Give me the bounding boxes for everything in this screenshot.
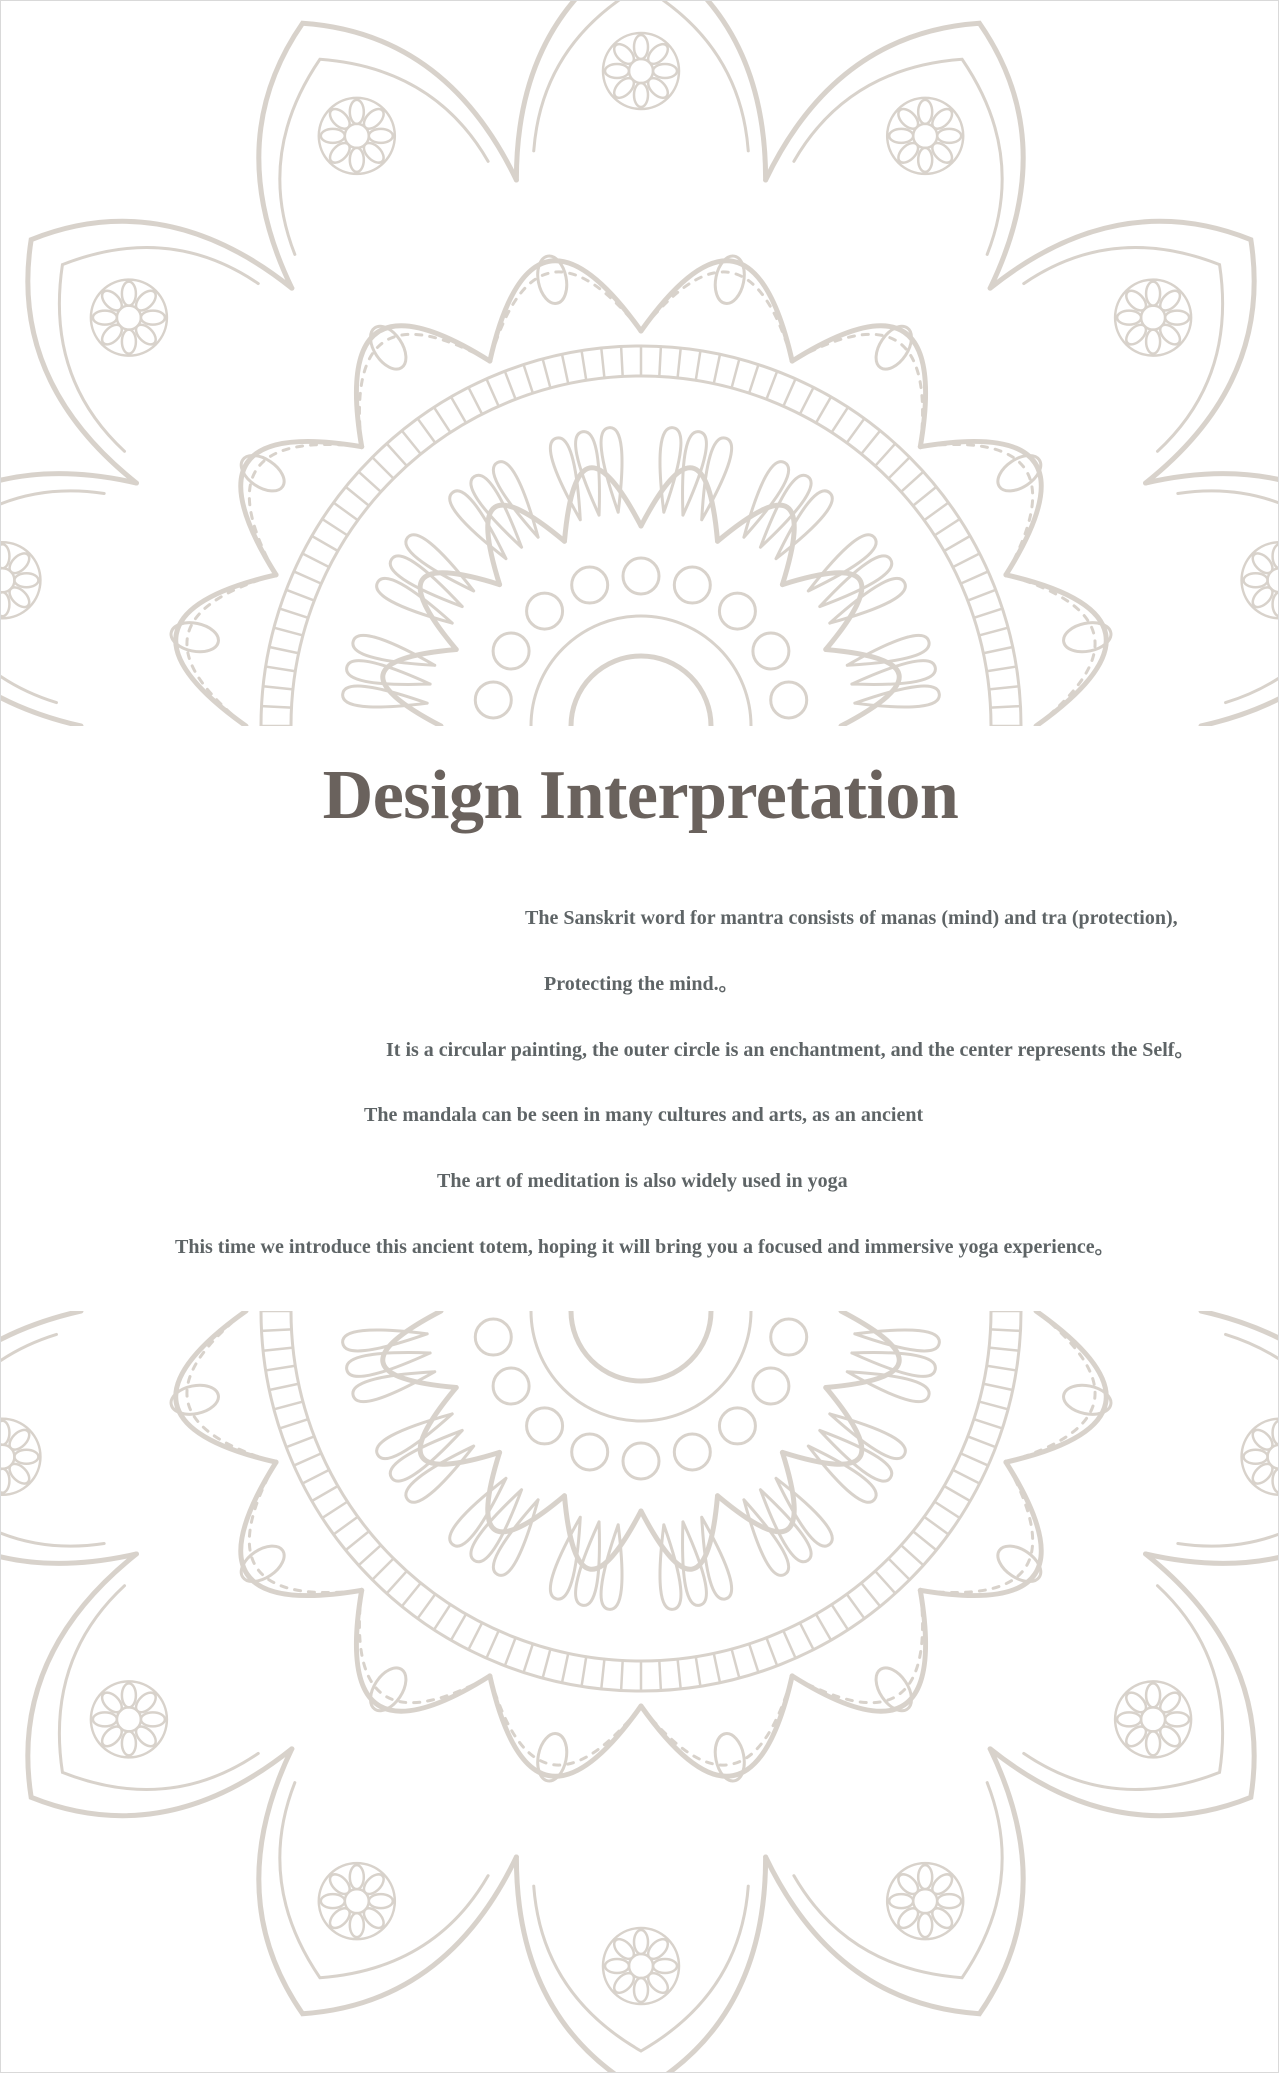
paragraph-line-2: Protecting the mind.。: [544, 973, 739, 995]
paragraph-line-1: The Sanskrit word for mantra consists of manas (mind) and tra (protection),: [525, 907, 1178, 929]
paragraph-line-3: It is a circular painting, the outer circle is an enchantment, and the center represents the Self。: [386, 1039, 1195, 1061]
mandala-top-icon: [1, 1, 1279, 726]
paragraph-line-4: The mandala can be seen in many cultures and arts, as an ancient: [364, 1104, 924, 1126]
page-title: Design Interpretation: [322, 757, 959, 834]
paragraph-line-5: The art of meditation is also widely used in yoga: [437, 1170, 848, 1192]
mandala-bottom-icon: [1, 1311, 1279, 2073]
paragraph-line-6: This time we introduce this ancient totem, hoping it will bring you a focused and immersive yoga experience。: [175, 1236, 1115, 1258]
